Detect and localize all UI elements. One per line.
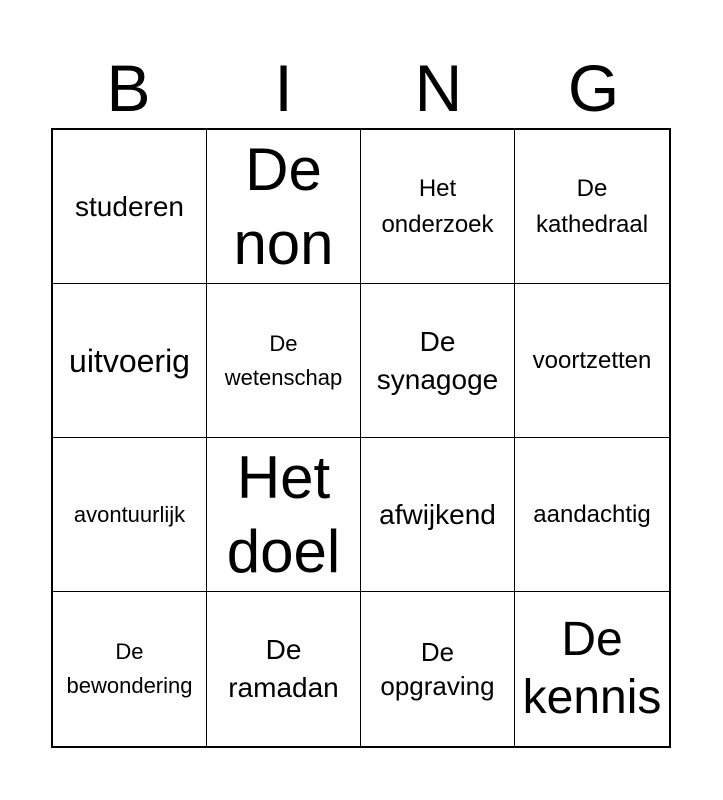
bingo-cell-4-4[interactable]	[515, 592, 669, 746]
bingo-cell-2-1[interactable]	[53, 284, 207, 438]
bingo-cell-3-2[interactable]	[207, 438, 361, 592]
cell-label: De synagoge	[376, 325, 499, 395]
bingo-cell-1-3[interactable]	[361, 130, 515, 284]
cell-label: De wetenschap	[224, 330, 343, 390]
bingo-cell-2-4[interactable]	[515, 284, 669, 438]
bingo-cell-3-1[interactable]	[53, 438, 207, 592]
cell-label: uitvoerig	[69, 342, 190, 379]
bingo-cell-1-4[interactable]	[515, 130, 669, 284]
bingo-cell-4-2[interactable]	[207, 592, 361, 746]
bingo-cell-1-2[interactable]	[207, 130, 361, 284]
cell-label: avontuurlijk	[73, 501, 186, 527]
bingo-cell-2-3[interactable]	[361, 284, 515, 438]
header-letter-g: G	[567, 51, 620, 125]
header-letter-b: B	[106, 51, 151, 125]
bingo-cell-2-2[interactable]	[207, 284, 361, 438]
bingo-cell-3-4[interactable]	[515, 438, 669, 592]
cell-label: Het doel	[226, 443, 341, 585]
cell-label: De bewondering	[66, 639, 193, 698]
cell-label: De kennis	[522, 613, 662, 724]
cell-label: De non	[233, 135, 334, 277]
cell-label: De opgraving	[380, 637, 495, 701]
bingo-header	[51, 48, 671, 128]
cell-label: De ramadan	[228, 634, 339, 703]
cell-label: voortzetten	[532, 346, 652, 374]
bingo-grid	[51, 128, 671, 748]
cell-label: Het onderzoek	[381, 174, 494, 238]
bingo-cell-3-3[interactable]	[361, 438, 515, 592]
cell-label: studeren	[75, 190, 184, 222]
cell-label: De kathedraal	[535, 174, 649, 238]
bingo-cell-4-1[interactable]	[53, 592, 207, 746]
bingo-cell-4-3[interactable]	[361, 592, 515, 746]
bingo-cell-1-1[interactable]	[53, 130, 207, 284]
cell-label: aandachtig	[533, 500, 651, 528]
header-letter-n: N	[414, 51, 463, 125]
header-letter-i: I	[274, 51, 293, 125]
cell-label: afwijkend	[379, 498, 496, 530]
